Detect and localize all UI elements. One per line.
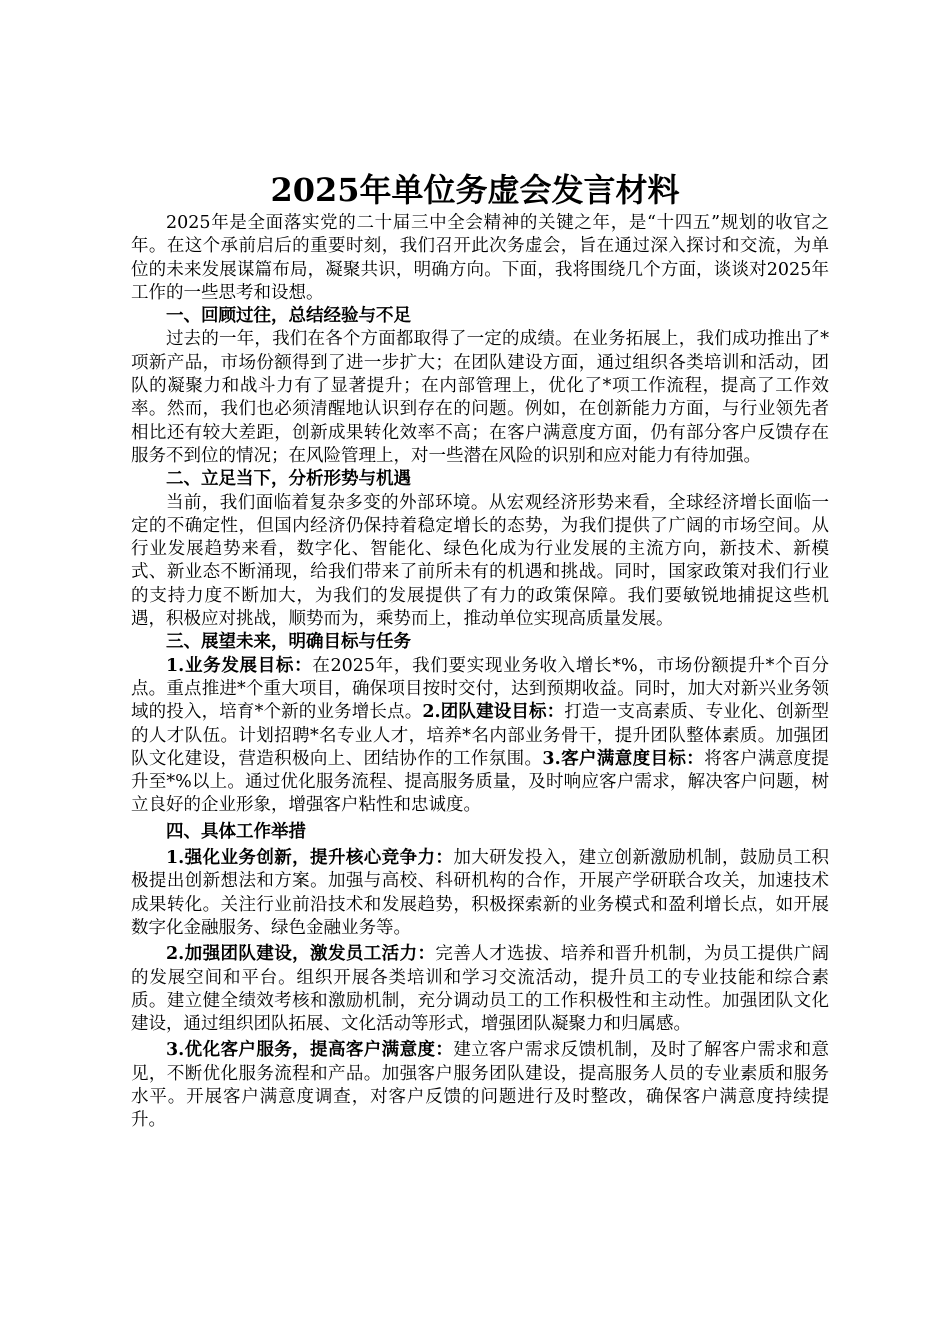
measure-2-paragraph: [131, 943, 829, 1036]
measure-2-label: 2.加强团队建设，激发员工活力：: [166, 944, 436, 965]
goal-1-text: 在2025年，我们要实现业务收入增长*%，市场份额提升*个百分点。重点推进*个重大项目，确保项目按时交付，达到预期收益。同时，加大对新兴业务领域的投入，培育*个新的业务增长点。: [131, 655, 829, 723]
goal-2-label: 2.团队建设目标：: [422, 702, 565, 723]
intro-paragraph: 2025年是全面落实党的二十届三中全会精神的关键之年，是“十四五”规划的收官之年。在这个承前启后的重要时刻，我们召开此次务虚会，旨在通过深入探讨和交流，为单位的未来发展谋篇布局，凝聚共识，明确方向。下面，我将围绕几个方面，谈谈对2025年工作的一些思考和设想。: [131, 213, 829, 303]
goal-1-label: 1.业务发展目标：: [166, 655, 313, 676]
measure-3-paragraph: [131, 1039, 829, 1132]
document-body: [131, 212, 829, 1133]
measure-2-text: 完善人才选拔、培养和晋升机制，为员工提供广阔的发展空间和平台。组织开展各类培训和学习交流活动，提升员工的专业技能和综合素质。建立健全绩效考核和激励机制，充分调动员工的工作积极性和主动性。加强团队文化建设，通过组织团队拓展、文化活动等形式，增强团队凝聚力和归属感。: [131, 944, 829, 1035]
goal-2-text: 打造一支高素质、专业化、创新型的人才队伍。计划招聘*名专业人才，培养*名内部业务骨干，提升团队整体素质。加强团队文化建设，营造积极向上、团结协作的工作氛围。: [131, 702, 830, 769]
measure-1-label: 1.强化业务创新，提升核心竞争力：: [166, 848, 454, 869]
section-1-paragraph: 过去的一年，我们在各个方面都取得了一定的成绩。在业务拓展上，我们成功推出了*项新产品，市场份额得到了进一步扩大；在团队建设方面，通过组织各类培训和活动，团队的凝聚力和战斗力有了显著提升；在内部管理上，优化了*项工作流程，提高了工作效率。然而，我们也必须清醒地认识到存在的问题。例如，在创新能力方面，与行业领先者相比还有较大差距，创新成果转化效率不高；在客户满意度方面，仍有部分客户反馈存在服务不到位的情况；在风险管理上，对一些潜在风险的识别和应对能力有待加强。: [131, 329, 829, 466]
document-title: 2025年单位务虚会发言材料: [270, 171, 680, 209]
section-2-heading: 二、立足当下，分析形势与机遇: [166, 469, 411, 490]
goal-3-label: 3.客户满意度目标：: [542, 748, 705, 769]
section-4-heading: 四、具体工作举措: [166, 821, 306, 842]
section-3-goals-paragraph: [131, 655, 829, 818]
section-1-heading: 一、回顾过往，总结经验与不足: [166, 306, 411, 327]
section-3-heading: 三、展望未来，明确目标与任务: [166, 632, 411, 653]
measure-3-text: 建立客户需求反馈机制，及时了解客户需求和意见，不断优化服务流程和产品。加强客户服务团队建设，提高服务人员的专业素质和服务水平。开展客户满意度调查，对客户反馈的问题进行及时整改，确保客户满意度持续提升。: [131, 1040, 829, 1131]
goal-3-text: 将客户满意度提升至*%以上。通过优化服务流程、提高服务质量，及时响应客户需求，解决客户问题，树立良好的企业形象，增强客户粘性和忠诚度。: [131, 748, 830, 816]
section-2-paragraph: 当前，我们面临着复杂多变的外部环境。从宏观经济形势来看，全球经济增长面临一定的不确定性，但国内经济仍保持着稳定增长的态势，为我们提供了广阔的市场空间。从行业发展趋势来看，数字化、智能化、绿色化成为行业发展的主流方向，新技术、新模式、新业态不断涌现，给我们带来了前所未有的机遇和挑战。同时，国家政策对我们行业的支持力度不断加大，为我们的发展提供了有力的政策保障。我们要敏锐地捕捉这些机遇，积极应对挑战，顺势而为，乘势而上，推动单位实现高质量发展。: [131, 492, 829, 630]
measure-3-label: 3.优化客户服务，提高客户满意度：: [166, 1040, 454, 1061]
measure-1-text: 加大研发投入，建立创新激励机制，鼓励员工积极提出创新想法和方案。加强与高校、科研机构的合作，开展产学研联合攻关，加速技术成果转化。关注行业前沿技术和发展趋势，积极探索新的业务模式和盈利增长点，如开展数字化金融服务、绿色金融业务等。: [131, 848, 829, 938]
measure-1-paragraph: [131, 847, 829, 940]
